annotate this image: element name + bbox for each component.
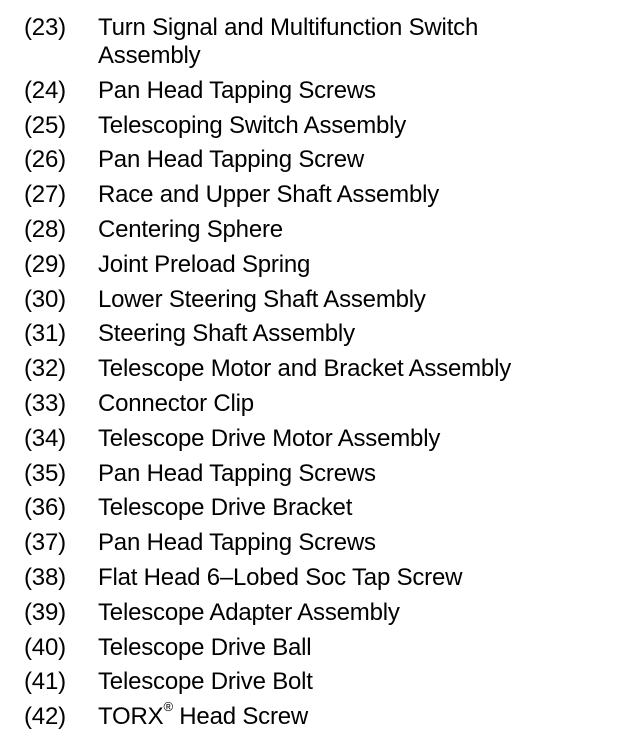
list-item bbox=[0, 460, 640, 488]
part-name: Joint Preload Spring bbox=[98, 250, 311, 278]
part-name: Telescope Drive Bolt bbox=[98, 668, 313, 696]
list-item bbox=[0, 529, 640, 557]
part-number: (37) bbox=[24, 529, 66, 557]
part-name: Steering Shaft Assembly bbox=[98, 320, 355, 348]
part-number: (24) bbox=[24, 76, 66, 104]
part-number: (36) bbox=[24, 494, 66, 522]
list-item bbox=[0, 14, 568, 70]
part-number: (23) bbox=[24, 14, 66, 41]
list-item bbox=[0, 320, 640, 348]
list-item bbox=[0, 390, 640, 418]
part-name: Pan Head Tapping Screws bbox=[98, 76, 376, 104]
part-number: (40) bbox=[24, 633, 66, 661]
part-name: Race and Upper Shaft Assembly bbox=[98, 181, 440, 209]
part-name-torx bbox=[98, 699, 309, 731]
part-number: (35) bbox=[24, 459, 66, 487]
part-name: Telescope Adapter Assembly bbox=[98, 598, 400, 626]
part-name-main: TORX bbox=[98, 703, 164, 731]
part-name: Telescope Drive Ball bbox=[98, 633, 312, 661]
parts-list bbox=[0, 14, 640, 738]
list-item bbox=[0, 699, 640, 731]
part-number: (32) bbox=[24, 355, 66, 383]
list-item bbox=[0, 286, 640, 314]
list-item bbox=[0, 181, 640, 209]
part-name: Telescoping Switch Assembly bbox=[98, 111, 407, 139]
part-name: Centering Sphere bbox=[98, 215, 283, 243]
list-item bbox=[0, 634, 640, 662]
part-number: (31) bbox=[24, 320, 66, 348]
part-number: (27) bbox=[24, 181, 66, 209]
list-item bbox=[0, 146, 640, 174]
list-item bbox=[0, 425, 640, 453]
part-name: Telescope Motor and Bracket Assembly bbox=[98, 355, 511, 383]
part-number: (25) bbox=[24, 111, 66, 139]
list-item bbox=[0, 112, 640, 140]
part-number: (26) bbox=[24, 146, 66, 174]
part-number: (38) bbox=[24, 563, 66, 591]
part-name: Pan Head Tapping Screws bbox=[98, 459, 376, 487]
part-name-rest: Head Screw bbox=[172, 703, 309, 731]
list-item bbox=[0, 668, 640, 696]
part-name: Telescope Drive Bracket bbox=[98, 494, 353, 522]
part-name: Lower Steering Shaft Assembly bbox=[98, 285, 426, 313]
part-number: (39) bbox=[24, 598, 66, 626]
part-name: Pan Head Tapping Screw bbox=[98, 146, 364, 174]
list-item bbox=[0, 77, 640, 105]
part-number: (33) bbox=[24, 389, 66, 417]
part-number: (41) bbox=[24, 668, 66, 696]
registered-mark: ® bbox=[163, 699, 173, 715]
part-number: (34) bbox=[24, 424, 66, 452]
list-item bbox=[0, 355, 640, 383]
list-item bbox=[0, 216, 640, 244]
part-number: (28) bbox=[24, 215, 66, 243]
list-item bbox=[0, 564, 640, 592]
part-name: Connector Clip bbox=[98, 389, 254, 417]
part-name: Flat Head 6–Lobed Soc Tap Screw bbox=[98, 563, 463, 591]
list-item bbox=[0, 599, 640, 627]
part-number: (42) bbox=[24, 703, 66, 731]
part-name: Telescope Drive Motor Assembly bbox=[98, 424, 441, 452]
list-item bbox=[0, 251, 640, 279]
list-item bbox=[0, 494, 640, 522]
part-name: Turn Signal and Multifunction Switch Assembly bbox=[98, 14, 479, 69]
part-number: (30) bbox=[24, 285, 66, 313]
part-name: Pan Head Tapping Screws bbox=[98, 529, 376, 557]
part-number: (29) bbox=[24, 250, 66, 278]
